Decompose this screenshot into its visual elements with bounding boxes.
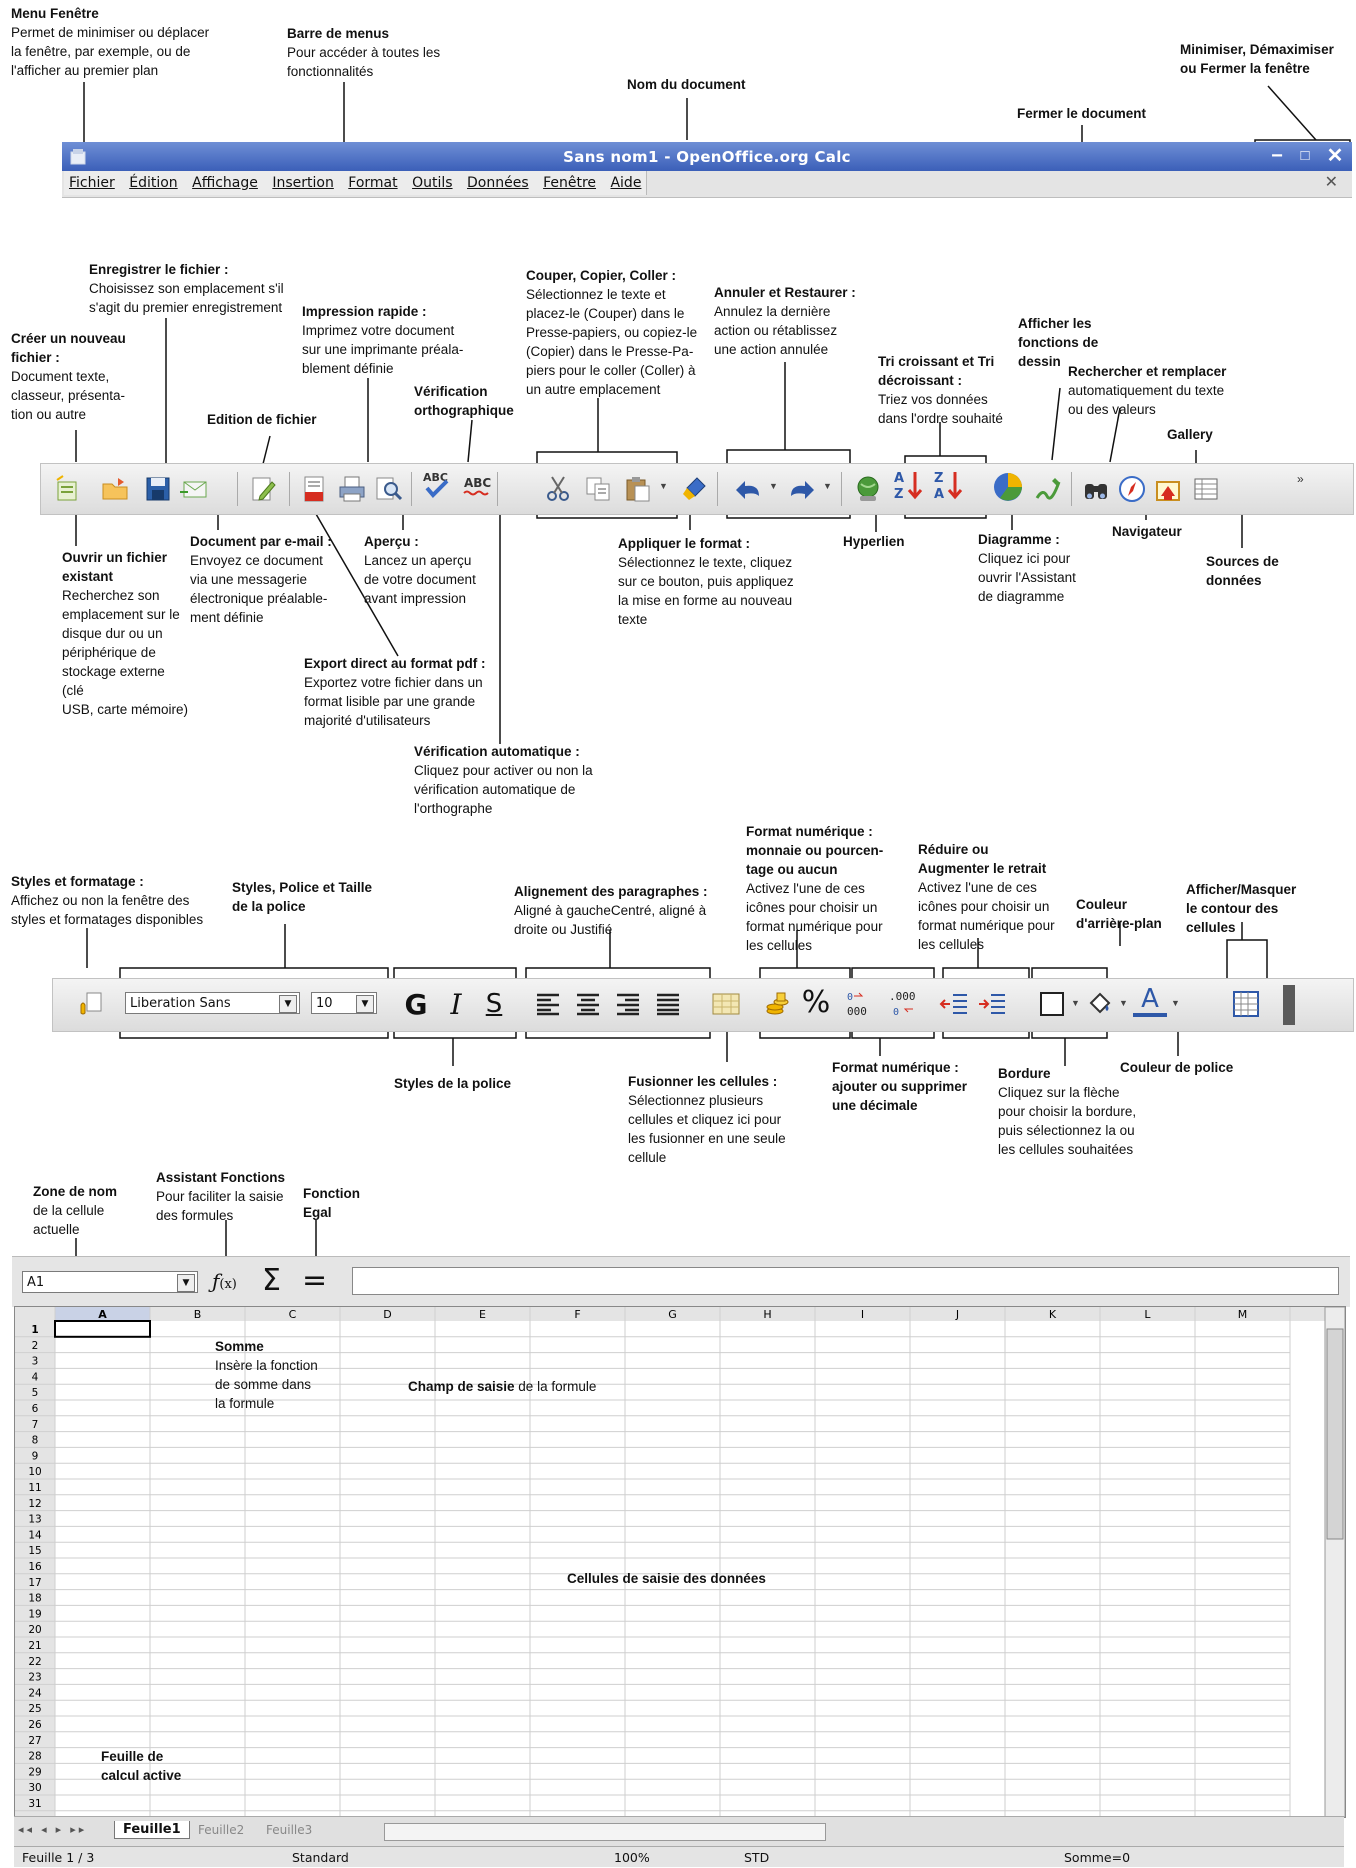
row-header[interactable]: 18	[28, 1592, 42, 1605]
annotation-fusionner: Fusionner les cellules : Sélectionnez plusieurs cellules et cliquez ici pour les fusionner en une seule cellule	[628, 1074, 786, 1165]
scrollbar-thumb[interactable]	[1327, 1329, 1343, 1539]
row-header[interactable]: 27	[28, 1734, 42, 1747]
decrease-indent-icon[interactable]	[937, 987, 971, 1021]
annotation-assistant: Assistant Fonctions Pour faciliter la saisie des formules	[156, 1170, 286, 1223]
row-header[interactable]: 13	[28, 1513, 42, 1526]
tab-feuille2[interactable]: Feuille2	[198, 1823, 245, 1837]
menu-donnees[interactable]: Données	[467, 175, 529, 191]
formatting-toolbar	[52, 978, 1354, 1032]
merge-cells-icon[interactable]	[709, 987, 743, 1021]
row-header[interactable]: 25	[28, 1703, 42, 1716]
annotation-gallery: Gallery	[1167, 427, 1213, 442]
window-titlebar[interactable]	[62, 142, 1352, 171]
name-box-value: A1	[27, 1275, 45, 1290]
annotation-nom-document: Nom du document	[627, 77, 746, 92]
spreadsheet-grid[interactable]	[14, 1306, 1346, 1818]
row-header[interactable]: 17	[28, 1576, 42, 1589]
data-sources-icon[interactable]	[1189, 472, 1223, 506]
row-header[interactable]: 24	[28, 1687, 42, 1700]
annotation-couleur-police: Couleur de police	[1120, 1060, 1234, 1075]
align-right-icon[interactable]	[611, 987, 645, 1021]
annotation-retrait: Réduire ou Augmenter le retrait Activez l'une de ces icônes pour choisir un format numérique pour les cellules	[918, 842, 1055, 952]
annotation-apercu: Aperçu : Lancez un aperçu de votre document avant impression	[364, 534, 476, 606]
shadow-button[interactable]: S	[485, 989, 503, 1019]
font-color-button[interactable]: A	[1133, 985, 1167, 1017]
column-header[interactable]: I	[860, 1308, 865, 1321]
row-header[interactable]: 14	[28, 1529, 42, 1542]
menu-edition[interactable]: Édition	[129, 175, 178, 191]
annotation-email: Document par e-mail : Envoyez ce document via une messagerie électronique préalable- ment définie	[190, 534, 332, 625]
justify-icon[interactable]	[651, 987, 685, 1021]
row-header[interactable]: 3	[31, 1355, 39, 1368]
column-header[interactable]: M	[1237, 1308, 1248, 1321]
equals-icon[interactable]: =	[302, 1263, 328, 1298]
row-header[interactable]: 28	[28, 1750, 42, 1763]
toolbar-end-handle[interactable]	[1283, 985, 1295, 1025]
annotation-minimiser: Minimiser, Démaximiser ou Fermer la fenêtre	[1180, 42, 1334, 76]
row-header[interactable]: 12	[28, 1497, 42, 1510]
annotation-hyperlien: Hyperlien	[843, 534, 905, 549]
border-dropdown-icon[interactable]: ▼	[1071, 998, 1080, 1008]
edit-file-icon[interactable]	[246, 472, 280, 506]
annotation-verif-ortho: Vérification orthographique	[414, 384, 514, 418]
font-name-value: Liberation Sans	[130, 996, 231, 1011]
paste-dropdown-icon[interactable]: ▼	[659, 481, 668, 491]
row-header[interactable]: 2	[31, 1339, 39, 1352]
svg-text:000: 000	[847, 1005, 867, 1018]
row-header[interactable]: 20	[28, 1624, 42, 1637]
background-color-icon[interactable]	[1083, 987, 1117, 1021]
restore-button[interactable]: □	[1300, 147, 1310, 164]
toggle-grid-icon[interactable]	[1229, 987, 1263, 1021]
row-header[interactable]: 16	[28, 1561, 42, 1573]
font-color-dropdown-icon[interactable]: ▼	[1171, 998, 1180, 1008]
styles-formatting-icon[interactable]	[73, 987, 107, 1021]
sum-icon[interactable]: Σ	[262, 1263, 281, 1298]
border-icon[interactable]	[1035, 987, 1069, 1021]
background-color-dropdown-icon[interactable]: ▼	[1119, 998, 1128, 1008]
tab-scroll-arrows-icon[interactable]: ◂◂ ◂ ▸ ▸▸	[18, 1824, 88, 1836]
menu-format[interactable]: Format	[348, 175, 398, 191]
find-replace-icon[interactable]	[1079, 472, 1113, 506]
formula-input[interactable]	[352, 1267, 1339, 1295]
annotation-ouvrir: Ouvrir un fichier existant Recherchez son emplacement sur le disque dur ou un périphérique de stockage externe (clé USB, carte mémoire)	[62, 550, 189, 717]
row-header[interactable]: 23	[28, 1671, 42, 1684]
menu-insertion[interactable]: Insertion	[272, 175, 334, 191]
menu-aide[interactable]: Aide	[610, 175, 642, 191]
row-header[interactable]: 31	[28, 1798, 42, 1810]
print-preview-icon[interactable]	[371, 472, 405, 506]
annotation-cellules: Cellules de saisie des données	[567, 1571, 766, 1586]
annotation-champ-saisie: Champ de saisie de la formule	[408, 1379, 597, 1394]
annotation-barre-menus: Barre de menus Pour accéder à toutes les fonctionnalités	[287, 26, 441, 79]
annotation-styles: Styles et formatage : Affichez ou non la fenêtre des styles et formatages disponibles	[11, 874, 204, 927]
svg-text:0: 0	[847, 992, 854, 1003]
paste-icon[interactable]	[621, 472, 655, 506]
name-box[interactable]	[22, 1271, 198, 1293]
annotation-verif-auto: Vérification automatique : Cliquez pour activer ou non la vérification automatique de l'orthographe	[414, 744, 593, 816]
annotation-police: Styles, Police et Taille de la police	[232, 880, 373, 914]
redo-icon[interactable]	[785, 472, 819, 506]
annotation-tri: Tri croissant et Tri décroissant : Triez vos données dans l'ordre souhaité	[878, 354, 1003, 426]
row-header[interactable]: 29	[28, 1766, 42, 1779]
tab-feuille3[interactable]: Feuille3	[266, 1823, 313, 1837]
undo-dropdown-icon[interactable]: ▼	[769, 481, 778, 491]
row-header[interactable]: 10	[28, 1466, 42, 1479]
annotation-decimale: Format numérique : ajouter ou supprimer une décimale	[832, 1060, 968, 1113]
tab-feuille1[interactable]: Feuille1	[114, 1821, 190, 1839]
annotation-annuler: Annuler et Restaurer : Annulez la dernière action ou rétablissez une action annulée	[714, 285, 856, 357]
annotation-sources: Sources de données	[1206, 554, 1279, 588]
close-window-button[interactable]: ✕	[1326, 145, 1344, 167]
annotation-impression: Impression rapide : Imprimez votre document sur une imprimante préala- blement définie	[302, 304, 464, 376]
column-header[interactable]: L	[1144, 1308, 1151, 1321]
redo-dropdown-icon[interactable]: ▼	[823, 481, 832, 491]
formula-bar	[12, 1256, 1350, 1307]
navigator-icon[interactable]	[1115, 472, 1149, 506]
align-left-icon[interactable]	[531, 987, 565, 1021]
column-header[interactable]: J	[955, 1308, 960, 1321]
annotation-pdf: Export direct au format pdf : Exportez votre fichier dans un format lisible par une grande majorité d'utilisateurs	[304, 656, 486, 728]
annotation-appliquer: Appliquer le format : Sélectionnez le texte, cliquez sur ce bouton, puis appliquez la mise en forme au nouveau texte	[618, 536, 794, 627]
status-zoom[interactable]: 100%	[614, 1850, 650, 1865]
font-name-dropdown-icon[interactable]: ▼	[279, 995, 297, 1013]
svg-text:A: A	[934, 487, 945, 502]
annotation-couleur-fond: Couleur d'arrière-plan	[1076, 897, 1162, 931]
align-center-icon[interactable]	[571, 987, 605, 1021]
sheet-tab-bar	[14, 1816, 1344, 1847]
svg-text:.000: .000	[889, 990, 916, 1003]
svg-text:Z: Z	[894, 487, 904, 502]
row-header[interactable]: 6	[31, 1403, 39, 1415]
row-header[interactable]: 19	[28, 1608, 42, 1621]
menu-fichier[interactable]: Fichier	[69, 175, 115, 191]
remove-decimal-icon[interactable]	[887, 987, 921, 1021]
column-header[interactable]: B	[193, 1308, 202, 1321]
row-header[interactable]: 15	[28, 1545, 42, 1558]
new-document-icon[interactable]	[51, 472, 85, 506]
chart-icon[interactable]	[991, 470, 1025, 504]
percent-format-button[interactable]: %	[801, 984, 831, 1020]
window-title: Sans nom1 - OpenOffice.org Calc	[563, 148, 851, 166]
menu-affichage[interactable]: Affichage	[192, 175, 258, 191]
status-style: Standard	[292, 1850, 349, 1865]
menu-outils[interactable]: Outils	[412, 175, 453, 191]
column-header[interactable]: A	[98, 1308, 107, 1321]
spellcheck-icon[interactable]	[419, 468, 453, 502]
svg-text:ABC: ABC	[464, 476, 492, 490]
annotation-contour: Afficher/Masquer le contour des cellules	[1186, 882, 1297, 935]
row-header[interactable]: 1	[31, 1324, 39, 1336]
sort-ascending-icon[interactable]	[891, 468, 925, 502]
format-paintbrush-icon[interactable]	[677, 472, 711, 506]
pdf-export-icon[interactable]	[297, 472, 331, 506]
annotation-zone-nom: Zone de nom de la cellule actuelle	[33, 1184, 117, 1237]
annotation-format-num: Format numérique : monnaie ou pourcen-tage ou aucun Activez l'une de ces icônes pour choisir un format numérique pour les cellules	[746, 824, 884, 953]
menu-bar	[62, 171, 1352, 198]
font-name-combo[interactable]	[125, 992, 300, 1014]
auto-spellcheck-icon[interactable]	[461, 468, 495, 502]
status-bar	[14, 1846, 1344, 1867]
annotation-menu-fenetre: Menu Fenêtre Permet de minimiser ou déplacer la fenêtre, par exemple, ou de l'afficher au premier plan	[11, 6, 210, 78]
save-icon[interactable]	[141, 472, 175, 506]
row-header[interactable]: 5	[31, 1387, 39, 1400]
column-header[interactable]: C	[288, 1308, 297, 1321]
column-header[interactable]: H	[763, 1308, 772, 1321]
print-icon[interactable]	[335, 472, 369, 506]
row-header[interactable]: 8	[31, 1434, 39, 1447]
row-header[interactable]: 11	[28, 1482, 42, 1494]
annotation-feuille-active: Feuille de calcul active	[101, 1749, 182, 1783]
annotation-edition-fichier: Edition de fichier	[207, 412, 317, 427]
active-cell[interactable]	[55, 1321, 150, 1337]
font-size-combo[interactable]	[311, 992, 377, 1014]
name-box-dropdown-icon[interactable]: ▼	[177, 1274, 195, 1292]
standard-toolbar	[40, 463, 1354, 515]
annotation-navigateur: Navigateur	[1112, 524, 1182, 539]
sort-descending-icon[interactable]	[931, 468, 965, 502]
italic-button[interactable]: I	[450, 987, 462, 1021]
toolbar-overflow-icon[interactable]: »	[1297, 472, 1304, 486]
annotation-enregistrer: Enregistrer le fichier : Choisissez son emplacement s'il s'agit du premier enregistrement	[89, 262, 284, 315]
gallery-icon[interactable]	[1151, 472, 1185, 506]
row-header[interactable]: 30	[28, 1782, 42, 1795]
annotation-creer: Créer un nouveau fichier : Document texte, classeur, présenta- tion ou autre	[11, 331, 126, 422]
status-sheet: Feuille 1 / 3	[22, 1850, 95, 1865]
annotation-couper: Couper, Copier, Coller : Sélectionnez le texte et placez-le (Couper) dans le Presse-papiers, ou copiez-le (Copier) dans le Presse-Pa- piers pour le coller (Coller) à un autre emplacement	[526, 268, 698, 397]
annotation-egal: Fonction Egal	[303, 1186, 360, 1220]
bold-button[interactable]: G	[404, 987, 428, 1021]
annotation-fermer-document: Fermer le document	[1017, 106, 1147, 121]
status-mode[interactable]: STD	[744, 1850, 770, 1865]
hyperlink-icon[interactable]	[851, 472, 885, 506]
minimize-button[interactable]: −	[1271, 145, 1283, 167]
annotation-rechercher: Rechercher et remplacer automatiquement du texte ou des valeurs	[1068, 364, 1227, 417]
annotation-styles-police: Styles de la police	[394, 1076, 512, 1091]
row-header[interactable]: 4	[31, 1371, 39, 1384]
svg-text:0: 0	[893, 1007, 900, 1018]
column-header[interactable]: K	[1048, 1308, 1057, 1321]
row-header[interactable]: 7	[31, 1418, 39, 1431]
email-document-icon[interactable]	[177, 472, 211, 506]
svg-text:Z: Z	[934, 471, 944, 486]
font-size-dropdown-icon[interactable]: ▼	[356, 995, 374, 1013]
increase-indent-icon[interactable]	[975, 987, 1009, 1021]
row-header[interactable]: 26	[28, 1719, 42, 1731]
row-header[interactable]: 22	[28, 1655, 42, 1668]
function-wizard-icon[interactable]: ƒ(x)	[212, 1269, 237, 1293]
svg-text:A: A	[894, 471, 905, 486]
annotation-bordure: Bordure Cliquez sur la flèche pour choisir la bordure, puis sélectionnez la ou les cellules souhaitées	[998, 1066, 1137, 1157]
row-header[interactable]: 9	[31, 1450, 39, 1463]
column-header[interactable]: F	[574, 1308, 581, 1321]
annotation-somme: Somme Insère la fonction de somme dans la formule	[215, 1339, 318, 1411]
svg-text:ABC: ABC	[423, 471, 448, 484]
status-sum: Somme=0	[1064, 1850, 1131, 1865]
currency-format-icon[interactable]	[761, 987, 795, 1021]
annotation-diagramme: Diagramme : Cliquez ici pour ouvrir l'Assistant de diagramme	[978, 532, 1076, 604]
copy-icon[interactable]	[581, 472, 615, 506]
add-decimal-icon[interactable]	[845, 987, 879, 1021]
annotation-alignement: Alignement des paragraphes : Aligné à gaucheCentré, aligné à droite ou Justifié	[514, 884, 708, 937]
close-document-button[interactable]: ✕	[1324, 174, 1338, 191]
horizontal-scrollbar[interactable]	[384, 1823, 826, 1841]
column-header[interactable]: D	[383, 1308, 392, 1321]
open-folder-icon[interactable]	[99, 472, 133, 506]
drawing-functions-icon[interactable]	[1031, 472, 1065, 506]
row-header[interactable]: 21	[28, 1640, 42, 1652]
column-header[interactable]: G	[668, 1308, 677, 1321]
cut-icon[interactable]	[541, 472, 575, 506]
font-size-value: 10	[316, 996, 333, 1011]
menu-fenetre[interactable]: Fenêtre	[543, 175, 597, 191]
undo-icon[interactable]	[731, 472, 765, 506]
annotation-dessin: Afficher les fonctions de dessin	[1018, 316, 1099, 369]
column-header[interactable]: E	[479, 1308, 486, 1321]
